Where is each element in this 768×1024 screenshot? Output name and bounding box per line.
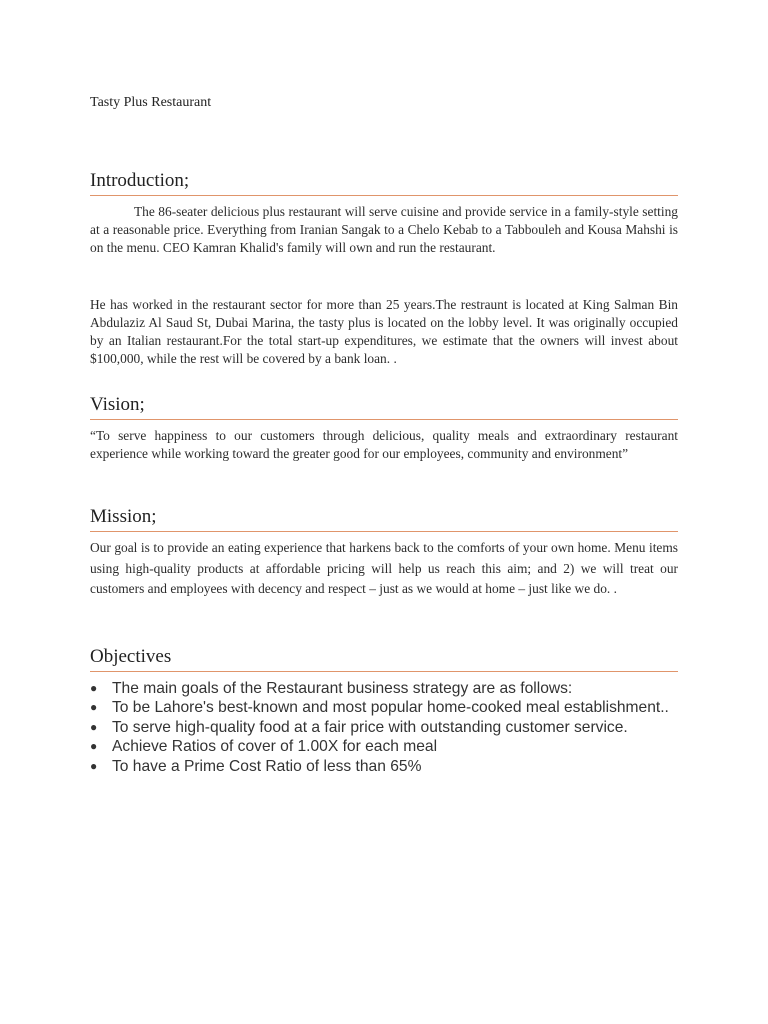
list-item	[90, 679, 678, 698]
list-item	[90, 737, 678, 756]
vision-text: “To serve happiness to our customers through delicious, quality meals and extraordinary restaurant experience while working toward the greater good for our employees, community and environment”	[90, 428, 678, 461]
objective-text: To be Lahore's best-known and most popular home-cooked meal establishment..	[112, 699, 669, 717]
bullet-icon: ●	[90, 739, 98, 754]
objective-text: Achieve Ratios of cover of 1.00X for each meal	[112, 738, 438, 756]
objectives-heading: Objectives	[90, 646, 678, 672]
mission-heading: Mission;	[90, 506, 678, 532]
introduction-paragraph-1: The 86-seater delicious plus restaurant will serve cuisine and provide service in a family-style setting at a reasonable price. Everything from Iranian Sangak to a Chelo Kebab to a Tabbouleh and Kousa Mahshi is on the menu. CEO Kamran Khalid's family will own and run the restaurant.	[90, 204, 678, 255]
bullet-icon: ●	[90, 719, 98, 734]
document-title: Tasty Plus Restaurant	[90, 95, 212, 110]
objectives-list	[90, 679, 678, 776]
vision-heading: Vision;	[90, 394, 678, 420]
bullet-icon: ●	[90, 758, 98, 773]
list-item	[90, 718, 678, 737]
objective-text: To have a Prime Cost Ratio of less than 65%	[112, 757, 422, 775]
introduction-paragraph-2: He has worked in the restaurant sector for more than 25 years.The restraunt is located at King Salman Bin Abdulaziz Al Saud St, Dubai Marina, the tasty plus is located on the lobby level. It was originally occupied by an Italian restaurant.For the total start-up expenditures, we estimate that the owners will invest about $100,000, while the rest will be covered by a bank loan. .	[90, 297, 678, 366]
mission-text: Our goal is to provide an eating experience that harkens back to the comforts of your own home. Menu items using high-quality products at affordable pricing will help us reach this aim; and 2) we will treat our customers and employees with decency and respect – just as we would at home – just like we do. .	[90, 540, 678, 597]
list-item	[90, 698, 678, 717]
objective-text: The main goals of the Restaurant business strategy are as follows:	[112, 680, 573, 697]
bullet-icon: ●	[90, 681, 98, 695]
list-item	[90, 757, 678, 776]
objective-text: To serve high-quality food at a fair price with outstanding customer service.	[112, 718, 628, 736]
introduction-heading: Introduction;	[90, 170, 678, 196]
bullet-icon: ●	[90, 700, 98, 715]
